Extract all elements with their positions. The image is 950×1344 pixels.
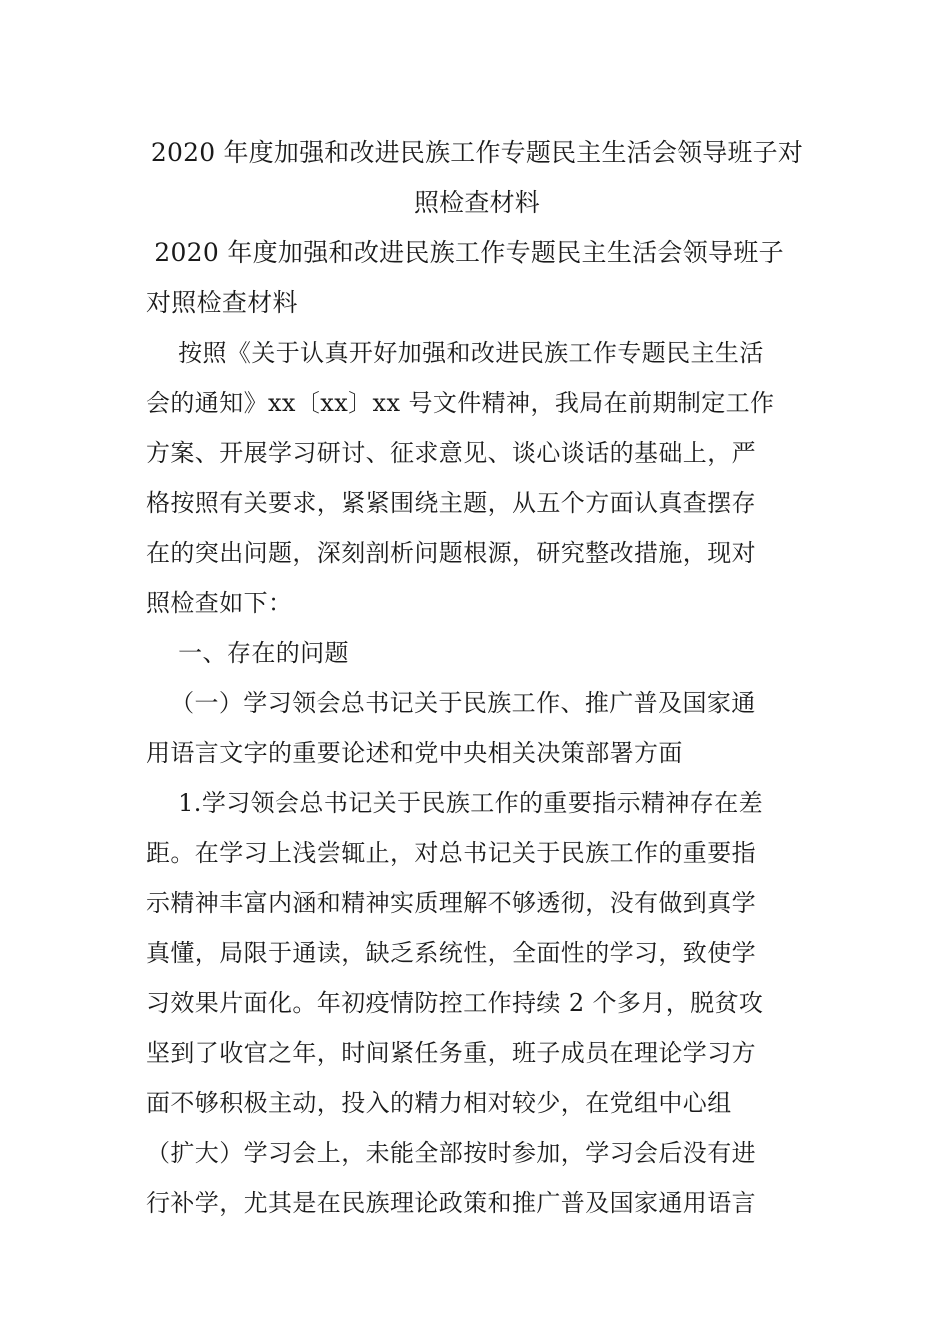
section-heading: 一、存在的问题: [146, 639, 349, 667]
title-line: 照检查材料: [413, 188, 540, 217]
document-subtitle: [146, 228, 808, 328]
subsection-heading: [146, 678, 808, 778]
paragraph-line: 真懂，局限于通读，缺乏系统性，全面性的学习，致使学: [146, 939, 756, 967]
paragraph-line: 面不够积极主动，投入的精力相对较少，在党组中心组: [146, 1089, 732, 1117]
paragraph-line: 照检查如下：: [146, 589, 293, 617]
paragraph-line: 方案、开展学习研讨、征求意见、谈心谈话的基础上，严: [146, 439, 756, 467]
paragraph-line: 会的通知》xx〔xx〕xx 号文件精神，我局在前期制定工作: [146, 389, 775, 417]
paragraph-line: 格按照有关要求，紧紧围绕主题，从五个方面认真查摆存: [146, 489, 756, 517]
paragraph-line: 坚到了收官之年，时间紧任务重，班子成员在理论学习方: [146, 1039, 756, 1067]
title-line: 2020 年度加强和改进民族工作专题民主生活会领导班子对: [150, 138, 804, 167]
intro-paragraph: [146, 328, 808, 628]
paragraph-line: 习效果片面化。年初疫情防控工作持续 2 个多月，脱贫攻: [146, 989, 764, 1017]
paragraph-line: 示精神丰富内涵和精神实质理解不够透彻，没有做到真学: [146, 889, 756, 917]
subsection-line: （一）学习领会总书记关于民族工作、推广普及国家通: [146, 689, 756, 717]
paragraph-line: （扩大）学习会上，未能全部按时参加，学习会后没有进: [146, 1139, 756, 1167]
item-paragraph: [146, 778, 808, 1228]
paragraph-line: 距。在学习上浅尝辄止，对总书记关于民族工作的重要指: [146, 839, 756, 867]
document-body: [146, 128, 808, 1228]
paragraph-line: 按照《关于认真开好加强和改进民族工作专题民主生活: [146, 339, 764, 367]
paragraph-line: 在的突出问题，深刻剖析问题根源，研究整改措施，现对: [146, 539, 756, 567]
document-title: [146, 128, 808, 228]
subtitle-line: 对照检查材料: [146, 288, 298, 317]
paragraph-line: 1.学习领会总书记关于民族工作的重要指示精神存在差: [146, 789, 764, 817]
subsection-line: 用语言文字的重要论述和党中央相关决策部署方面: [146, 739, 683, 767]
paragraph-line: 行补学，尤其是在民族理论政策和推广普及国家通用语言: [146, 1189, 756, 1217]
subtitle-line: 2020 年度加强和改进民族工作专题民主生活会领导班子: [146, 238, 784, 267]
